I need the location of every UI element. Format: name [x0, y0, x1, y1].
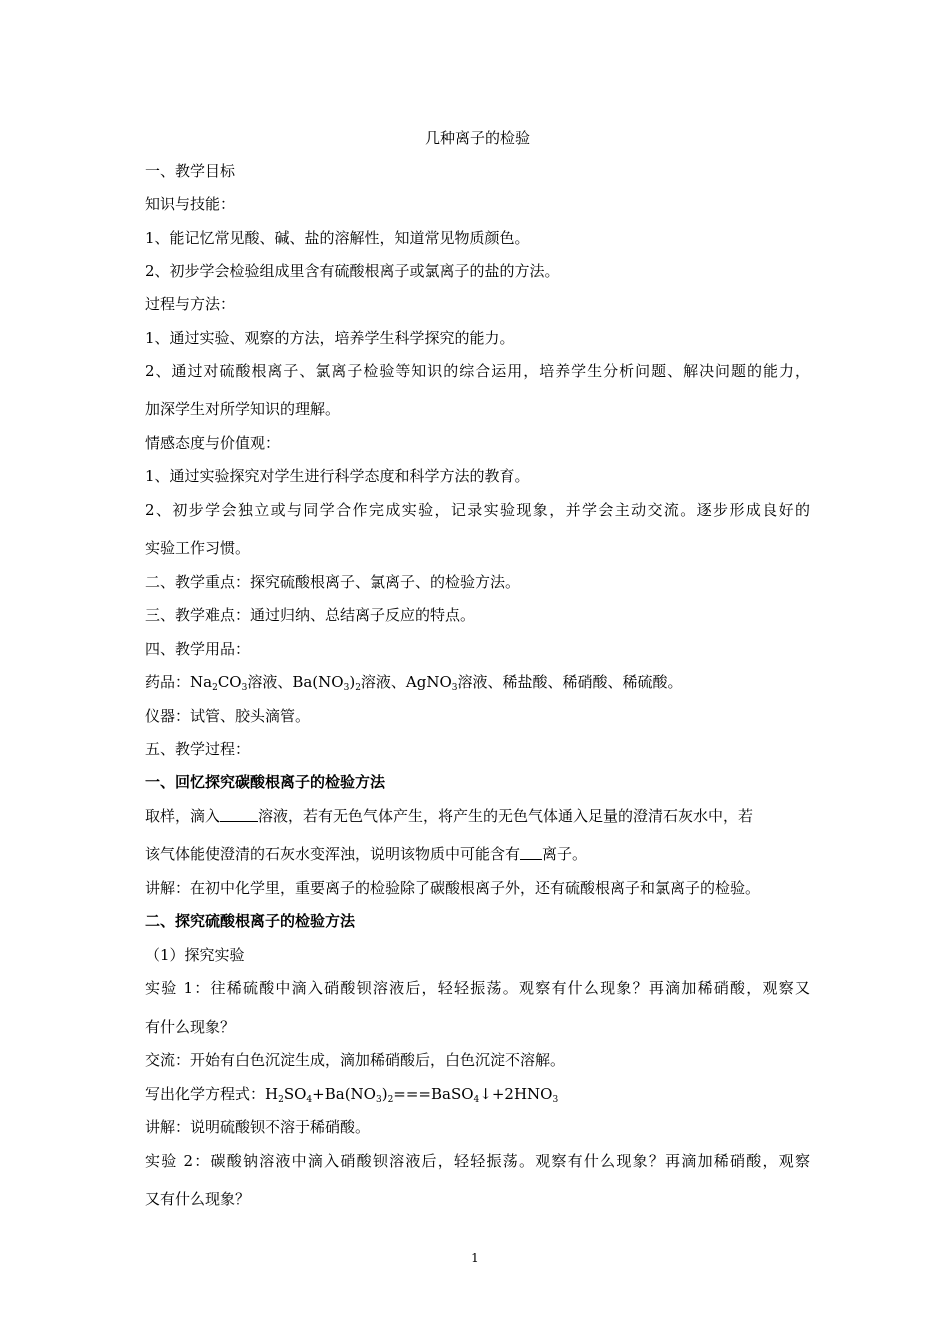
instruments-line: 仪器：试管、胶头滴管。	[145, 707, 311, 725]
equation-label: 写出化学方程式：	[145, 1085, 266, 1103]
experiment-1-line-2: 有什么现象？	[145, 1018, 236, 1036]
question-1-line-2	[145, 844, 587, 864]
section-1-heading: 一、教学目标	[145, 162, 236, 180]
subscript: 4	[473, 1095, 480, 1105]
experiment-2-line-2: 又有什么现象？	[145, 1190, 251, 1208]
question-text: 溶液，若有无色气体产生，将产生的无色气体通入足量的澄清石灰水中，若	[258, 807, 754, 825]
subscript: 3	[451, 683, 458, 693]
subscript: 4	[306, 1095, 313, 1105]
knowledge-heading: 知识与技能：	[145, 195, 236, 213]
process-heading: 过程与方法：	[145, 295, 236, 313]
knowledge-item-2: 2、初步学会检验组成里含有硫酸根离子或氯离子的盐的方法。	[145, 262, 560, 280]
drugs-label: 药品：	[145, 673, 191, 691]
formula-text: )	[349, 673, 356, 691]
subscript: 2	[278, 1095, 284, 1105]
section-2-key-points: 二、教学重点：探究硫酸根离子、氯离子、的检验方法。	[145, 573, 521, 591]
precipitate-arrow-icon: ↓	[479, 1085, 492, 1103]
question-1-line-1	[145, 806, 753, 826]
subscript: 3	[343, 683, 350, 693]
subheading-experiment: （1）探究实验	[145, 946, 245, 964]
formula-text: 溶液、AgNO	[360, 673, 452, 691]
section-5-process: 五、教学过程：	[145, 740, 251, 758]
explanation-1: 讲解：在初中化学里，重要离子的检验除了碳酸根离子外，还有硫酸根离子和氯离子的检验。	[145, 879, 761, 897]
formula-text: CO	[217, 673, 242, 691]
formula-text: H	[265, 1085, 279, 1103]
question-text: 取样，滴入	[145, 807, 221, 825]
formula-text: )	[381, 1085, 388, 1103]
formula-text: Na	[190, 673, 213, 691]
heading-carbonate: 一、回忆探究碳酸根离子的检验方法	[145, 773, 386, 791]
heading-sulfate: 二、探究硫酸根离子的检验方法	[145, 912, 356, 930]
question-text: 离子。	[542, 845, 588, 863]
experiment-2-line-1: 实验 2：碳酸钠溶液中滴入硝酸钡溶液后，轻轻振荡。观察有什么现象？再滴加稀硝酸，观察	[145, 1152, 810, 1170]
experiment-1-line-1: 实验 1：往稀硫酸中滴入硝酸钡溶液后，轻轻振荡。观察有什么现象？再滴加稀硝酸，观察又	[145, 979, 810, 997]
subscript: 3	[241, 683, 248, 693]
knowledge-item-1: 1、能记忆常见酸、碱、盐的溶解性，知道常见物质颜色。	[145, 229, 530, 247]
section-3-difficulties: 三、教学难点：通过归纳、总结离子反应的特点。	[145, 606, 476, 624]
doc-title: 几种离子的检验	[424, 129, 530, 147]
process-item-2-line-2: 加深学生对所学知识的理解。	[145, 400, 341, 418]
equation-line	[145, 1084, 558, 1104]
subscript: 3	[375, 1095, 382, 1105]
drugs-line	[145, 672, 683, 692]
fill-in-blank[interactable]	[520, 844, 542, 860]
subscript: 3	[552, 1095, 559, 1105]
subscript: 2	[355, 683, 361, 693]
fill-in-blank[interactable]	[220, 806, 258, 822]
formula-text: 溶液、稀盐酸、稀硝酸、稀硫酸。	[457, 673, 683, 691]
communication-line: 交流：开始有白色沉淀生成，滴加稀硝酸后，白色沉淀不溶解。	[145, 1051, 566, 1069]
emotion-heading: 情感态度与价值观：	[145, 434, 281, 452]
page-number: 1	[471, 1251, 479, 1265]
emotion-item-2-line-2: 实验工作习惯。	[145, 539, 251, 557]
subscript: 2	[212, 683, 218, 693]
explanation-2: 讲解：说明硫酸钡不溶于稀硝酸。	[145, 1118, 371, 1136]
process-item-2-line-1: 2、通过对硫酸根离子、氯离子检验等知识的综合运用，培养学生分析问题、解决问题的能力，	[145, 362, 810, 380]
formula-text: ===BaSO	[393, 1085, 474, 1103]
subscript: 2	[387, 1095, 394, 1105]
section-4-supplies: 四、教学用品：	[145, 640, 251, 658]
process-item-1: 1、通过实验、观察的方法，培养学生科学探究的能力。	[145, 329, 515, 347]
formula-text: +2HNO	[491, 1085, 553, 1103]
emotion-item-1: 1、通过实验探究对学生进行科学态度和科学方法的教育。	[145, 467, 530, 485]
emotion-item-2-line-1: 2、初步学会独立或与同学合作完成实验，记录实验现象，并学会主动交流。逐步形成良好的	[145, 501, 810, 519]
formula-text: +Ba(NO	[312, 1085, 376, 1103]
formula-text: 溶液、Ba(NO	[247, 673, 344, 691]
question-text: 该气体能使澄清的石灰水变浑浊，说明该物质中可能含有	[145, 845, 521, 863]
formula-text: SO	[283, 1085, 307, 1103]
